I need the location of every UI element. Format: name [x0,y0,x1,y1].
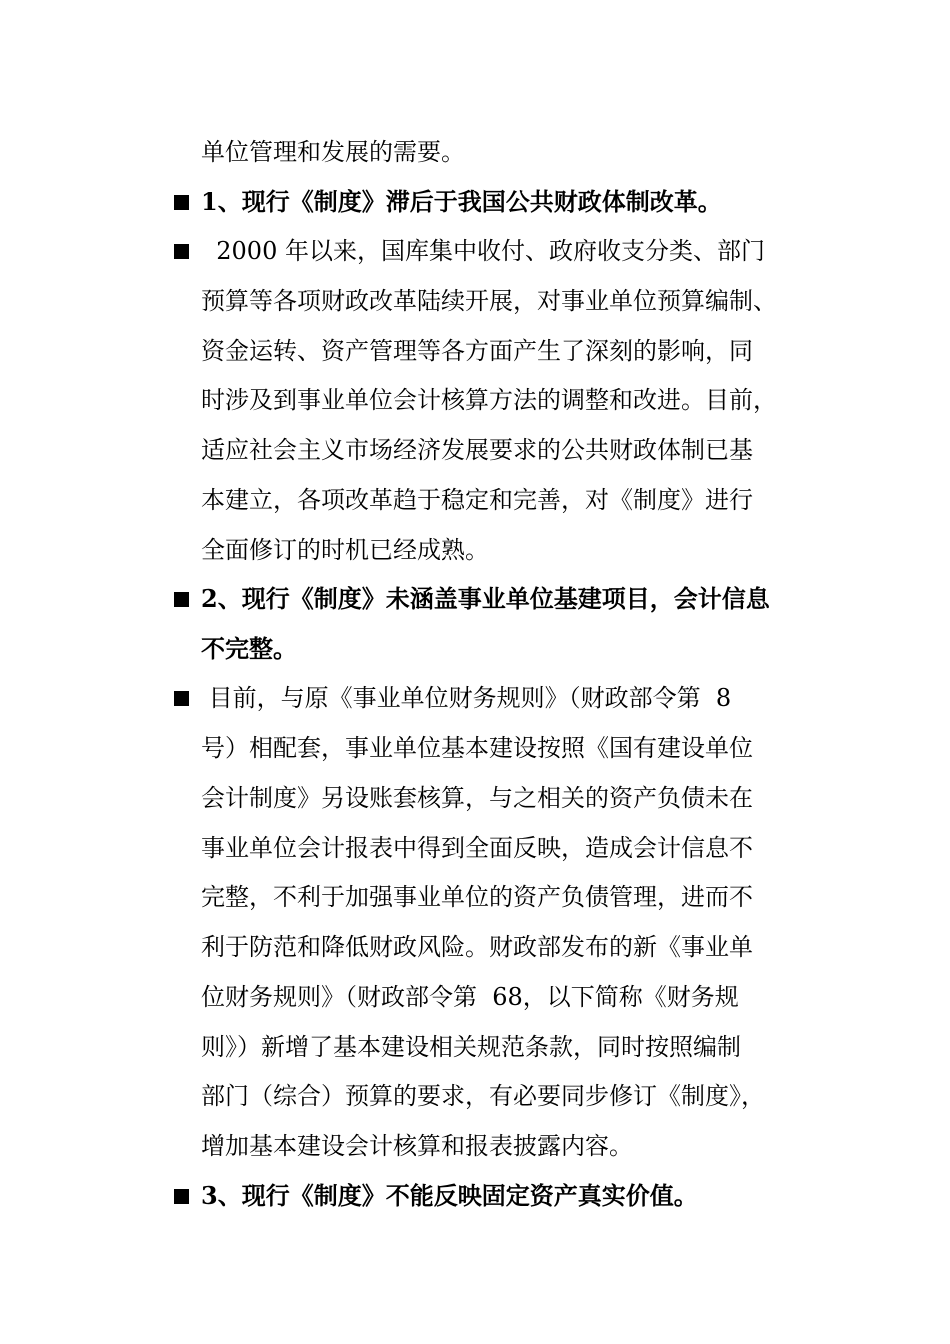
paragraph-2-line: 目前，与原《事业单位财务规则》（财政部令第 8 [201,684,732,712]
paragraph-2-line: 号）相配套，事业单位基本建设按照《国有建设单位 [201,734,753,762]
bullet-icon [174,195,189,210]
continuation-line: 单位管理和发展的需要。 [201,138,465,166]
paragraph-1-line: 本建立，各项改革趋于稳定和完善，对《制度》进行 [201,486,753,514]
paragraph-2-line: 位财务规则》（财政部令第 68，以下简称《财务规 [201,983,739,1011]
paragraph-1-line: 2000 年以来，国库集中收付、政府收支分类、部门 [201,237,765,265]
paragraph-1-line: 全面修订的时机已经成熟。 [201,536,489,564]
paragraph-1-line: 适应社会主义市场经济发展要求的公共财政体制已基 [201,436,753,464]
heading-1: 1、现行《制度》滞后于我国公共财政体制改革。 [201,187,722,216]
bullet-icon [174,244,189,259]
bullet-icon [174,592,189,607]
bullet-icon [174,691,189,706]
paragraph-2-line: 事业单位会计报表中得到全面反映，造成会计信息不 [201,834,753,862]
paragraph-2-line: 增加基本建设会计核算和报表披露内容。 [201,1132,633,1160]
heading-3: 3、现行《制度》不能反映固定资产真实价值。 [201,1181,698,1210]
heading-2-line: 2、现行《制度》未涵盖事业单位基建项目，会计信息 [201,584,770,613]
heading-2-line: 不完整。 [201,634,297,663]
paragraph-2-line: 部门（综合）预算的要求，有必要同步修订《制度》， [201,1082,765,1110]
paragraph-2-line: 会计制度》另设账套核算，与之相关的资产负债未在 [201,784,753,812]
paragraph-2-line: 完整，不利于加强事业单位的资产负债管理，进而不 [201,883,753,911]
paragraph-1-line: 预算等各项财政改革陆续开展，对事业单位预算编制、 [201,287,777,315]
paragraph-2-line: 则》）新增了基本建设相关规范条款，同时按照编制 [201,1033,741,1061]
paragraph-2-line: 利于防范和降低财政风险。财政部发布的新《事业单 [201,933,753,961]
bullet-icon [174,1189,189,1204]
paragraph-1-line: 资金运转、资产管理等各方面产生了深刻的影响，同 [201,337,753,365]
paragraph-1-line: 时涉及到事业单位会计核算方法的调整和改进。目前， [201,386,777,414]
